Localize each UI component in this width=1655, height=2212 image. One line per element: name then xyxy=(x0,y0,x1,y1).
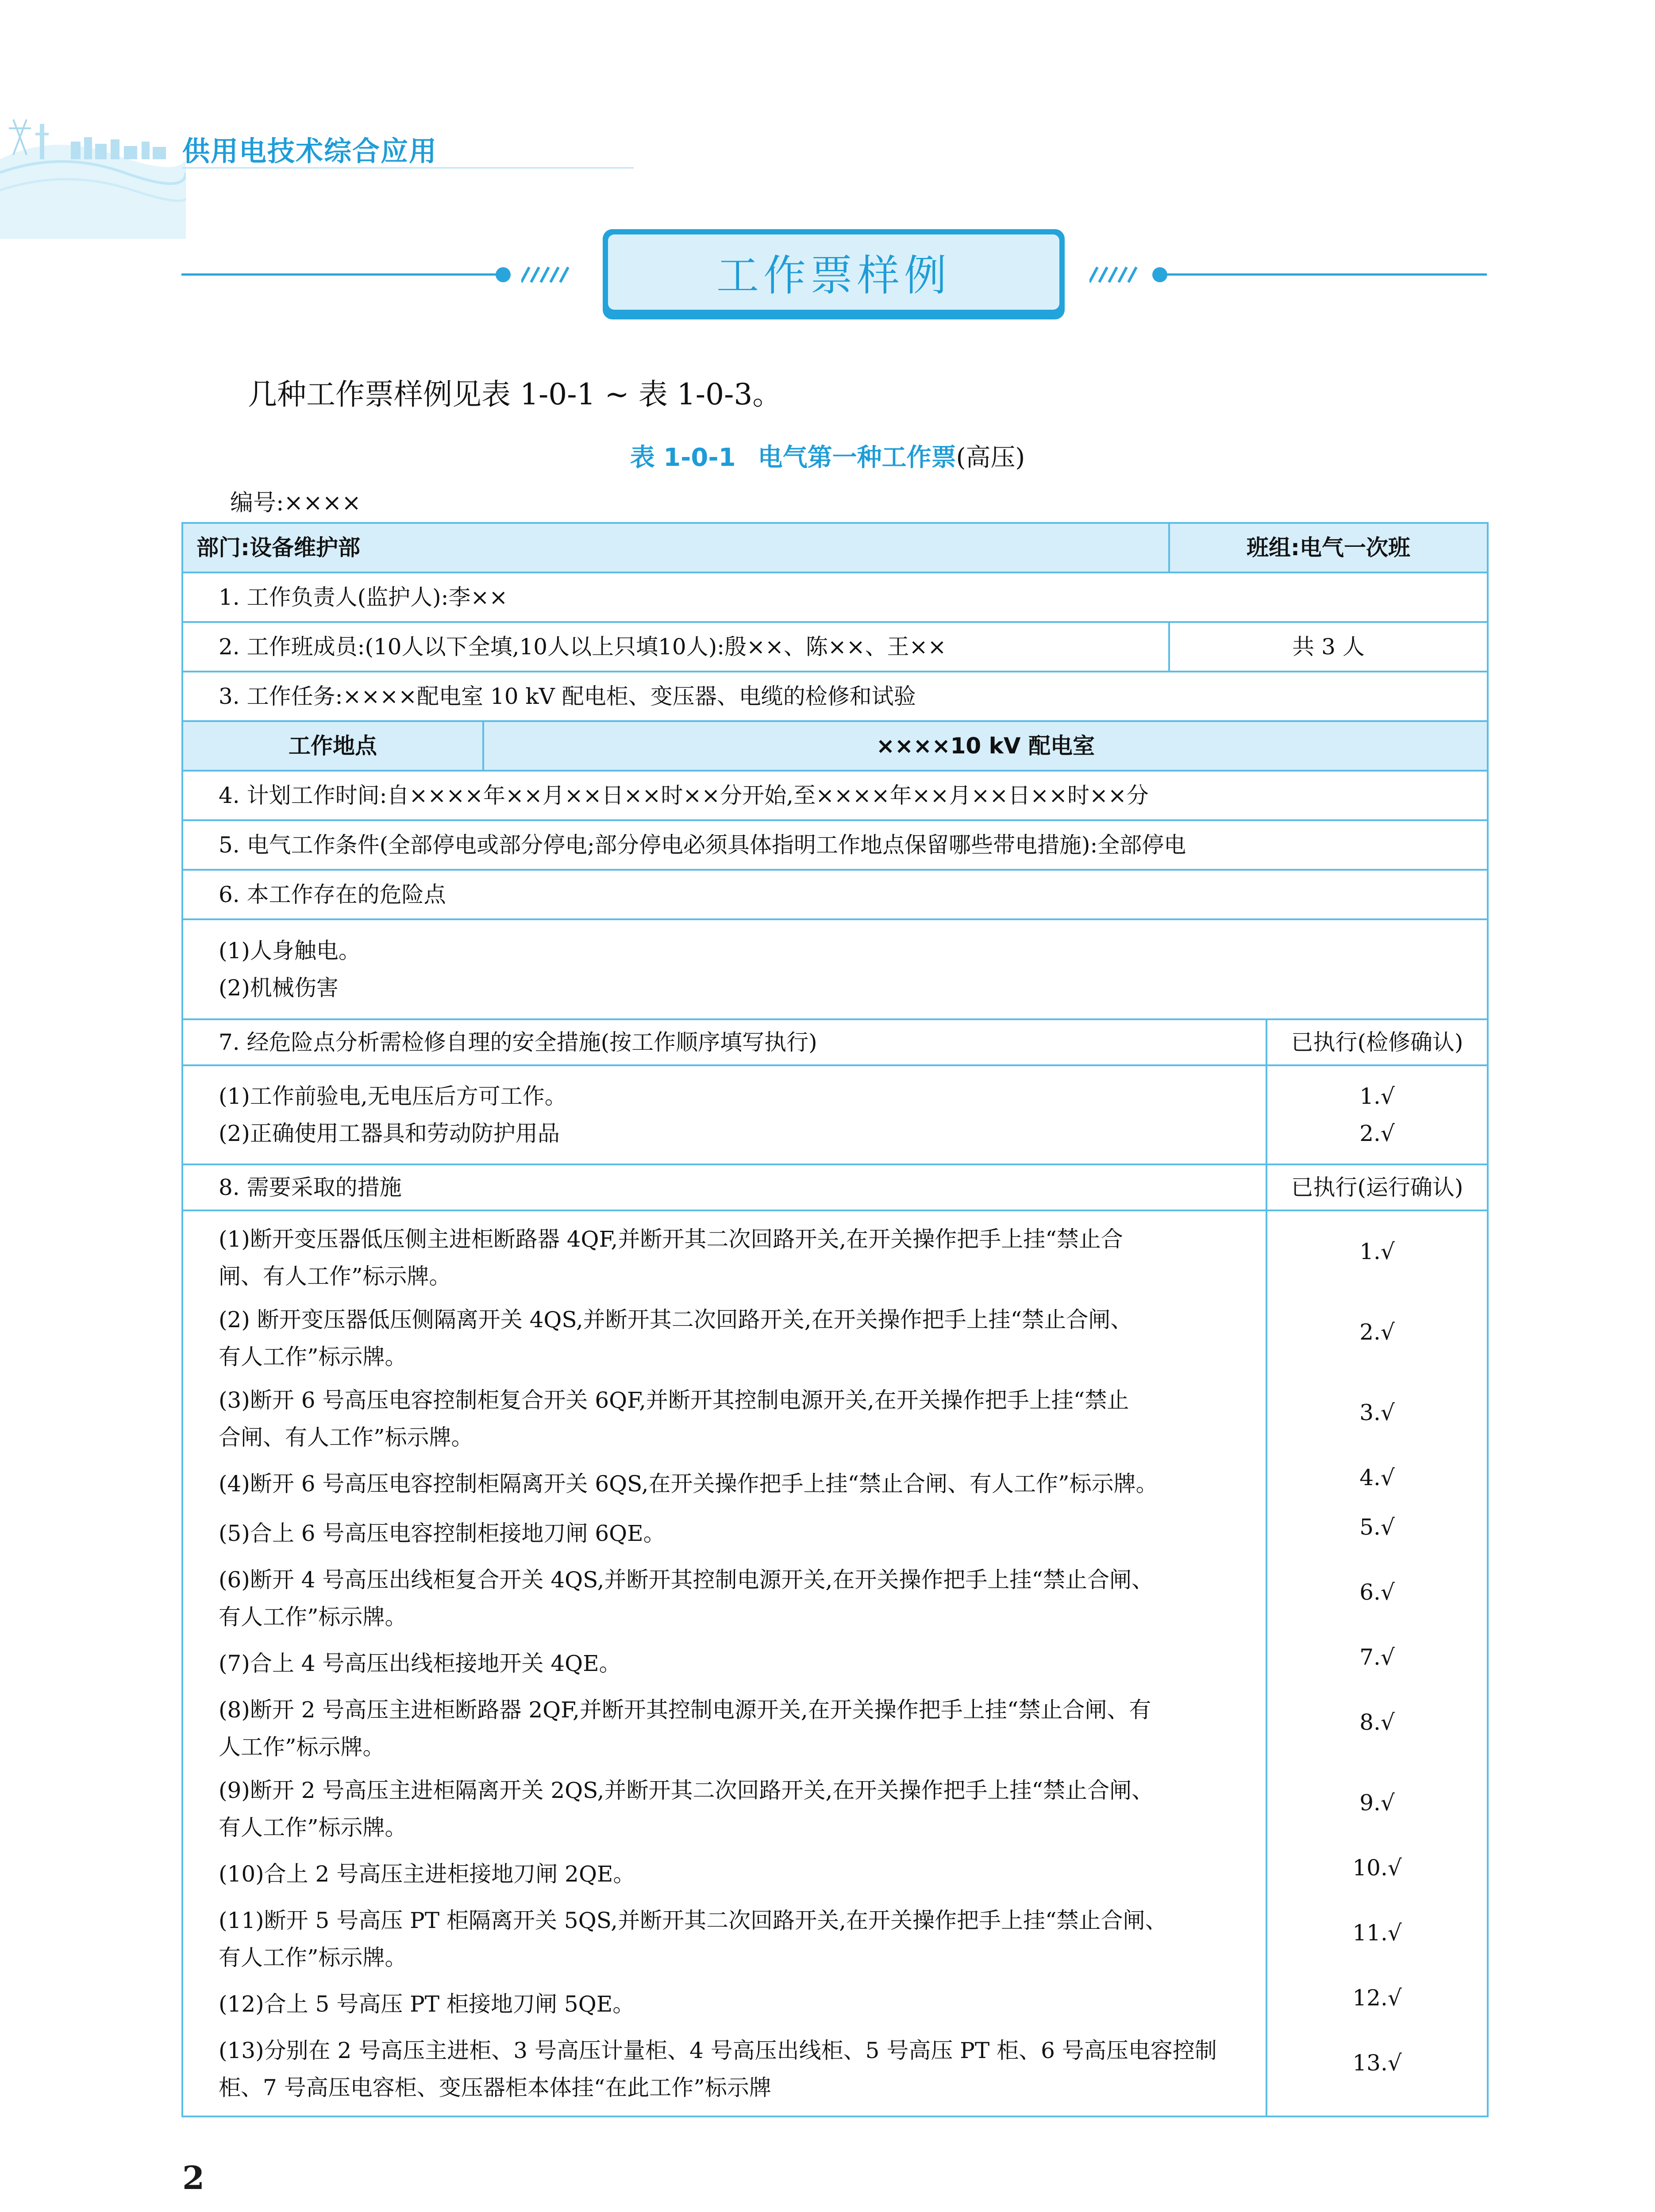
location-label-cell: 工作地点 xyxy=(182,721,483,771)
measure-check-mark: 5.√ xyxy=(1359,1514,1395,1540)
hazards-cell xyxy=(182,919,1488,1019)
measure-item xyxy=(219,1899,1252,1979)
plan-time-cell: 4. 计划工作时间:自××××年××月××日××时××分开始,至××××年××月××日××时××分 xyxy=(182,771,1488,820)
banner-hatch-left xyxy=(521,266,574,283)
measure-line: (7)合上 4 号高压出线柜接地开关 4QE。 xyxy=(219,1651,621,1676)
table-row xyxy=(182,523,1488,572)
intro-paragraph: 几种工作票样例见表 1-0-1 ~ 表 1-0-3。 xyxy=(248,377,782,411)
table-row xyxy=(182,820,1488,870)
measure-check-mark: 12.√ xyxy=(1352,1985,1402,2011)
measure-line: (3)断开 6 号高压电容控制柜复合开关 6QF,并断开其控制电源开关,在开关操作把手上挂“禁止 xyxy=(219,1387,1129,1413)
table-caption-number: 表 1-0-1 xyxy=(630,443,736,472)
measure-item xyxy=(219,1639,1252,1688)
self-check-mark: 2.√ xyxy=(1359,1121,1395,1146)
measure-check-mark: 8.√ xyxy=(1359,1709,1395,1735)
self-checks-cell xyxy=(1266,1065,1488,1164)
task-cell: 3. 工作任务:××××配电室 10 kV 配电柜、变压器、电缆的检修和试验 xyxy=(182,672,1488,721)
table-row xyxy=(182,672,1488,721)
measure-item xyxy=(219,1558,1252,1639)
measure-line: 柜、7 号高压电容柜、变压器柜本体挂“在此工作”标示牌 xyxy=(219,2075,771,2101)
book-title: 供用电技术综合应用 xyxy=(182,135,438,167)
measures-list-cell xyxy=(182,1210,1266,2116)
measure-line: (2) 断开变压器低压侧隔离开关 4QS,并断开其二次回路开关,在开关操作把手上挂“禁止合闸、 xyxy=(219,1307,1133,1333)
self-measures-title-cell: 7. 经危险点分析需检修自理的安全措施(按工作顺序填写执行) xyxy=(182,1019,1266,1065)
banner-line-left xyxy=(181,273,509,276)
table-row xyxy=(182,870,1488,919)
members-cell: 2. 工作班成员:(10人以下全填,10人以上只填10人):殷××、陈××、王×× xyxy=(182,622,1169,672)
measure-item xyxy=(219,1509,1252,1558)
measure-check-mark: 9.√ xyxy=(1359,1790,1395,1816)
measure-item xyxy=(219,1769,1252,1849)
table-caption-suffix: (高压) xyxy=(956,443,1025,472)
measures-list xyxy=(219,1217,1252,2109)
header-skyline-decoration xyxy=(0,106,186,239)
measure-line: (5)合上 6 号高压电容控制柜接地刀闸 6QE。 xyxy=(219,1521,666,1546)
measure-check-mark: 7.√ xyxy=(1359,1644,1395,1670)
work-ticket-table xyxy=(181,522,1489,2117)
measure-line: (13)分别在 2 号高压主进柜、3 号高压计量柜、4 号高压出线柜、5 号高压 PT 柜、6 号高压电容控制 xyxy=(219,2038,1217,2063)
measure-line: (8)断开 2 号高压主进柜断路器 2QF,并断开其控制电源开关,在开关操作把手上挂“禁止合闸、有 xyxy=(219,1697,1151,1723)
self-measure-item: (2)正确使用工器具和劳动防护用品 xyxy=(219,1121,560,1146)
measure-item xyxy=(219,1298,1252,1379)
header-underline xyxy=(182,167,634,169)
measure-line: (4)断开 6 号高压电容控制柜隔离开关 6QS,在开关操作把手上挂“禁止合闸、有人工作”标示牌。 xyxy=(219,1471,1158,1497)
measure-check-mark: 6.√ xyxy=(1359,1579,1395,1605)
table-caption xyxy=(0,438,1655,473)
hazard-item: (1)人身触电。 xyxy=(219,938,361,964)
table-row xyxy=(182,721,1488,771)
measure-line: 合闸、有人工作”标示牌。 xyxy=(219,1425,473,1450)
measure-line: (11)断开 5 号高压 PT 柜隔离开关 5QS,并断开其二次回路开关,在开关操作把手上挂“禁止合闸、 xyxy=(219,1908,1167,1933)
self-measures-cell xyxy=(182,1065,1266,1164)
banner-hatch-right xyxy=(1089,266,1143,283)
measure-line: (9)断开 2 号高压主进柜隔离开关 2QS,并断开其二次回路开关,在开关操作把手上挂“禁止合闸、 xyxy=(219,1778,1154,1803)
measure-check-mark: 2.√ xyxy=(1359,1319,1395,1345)
measure-item xyxy=(219,1688,1252,1769)
measure-check-mark: 13.√ xyxy=(1352,2050,1402,2076)
hazards-title-cell: 6. 本工作存在的危险点 xyxy=(182,870,1488,919)
measure-line: (1)断开变压器低压侧主进柜断路器 4QF,并断开其二次回路开关,在开关操作把手上挂“禁止合 xyxy=(219,1226,1123,1252)
table-row xyxy=(182,771,1488,820)
self-check-mark: 1.√ xyxy=(1359,1083,1395,1109)
measure-line: 有人工作”标示牌。 xyxy=(219,1344,407,1370)
measure-item xyxy=(219,1459,1252,1509)
measures-title-cell: 8. 需要采取的措施 xyxy=(182,1164,1266,1210)
table-row xyxy=(182,1019,1488,1065)
section-title: 工作票样例 xyxy=(608,234,1059,310)
banner-dot-right xyxy=(1152,267,1167,282)
measure-line: 闸、有人工作”标示牌。 xyxy=(219,1263,451,1289)
team-cell: 班组:电气一次班 xyxy=(1169,523,1488,572)
table-caption-title: 电气第一种工作票 xyxy=(758,443,956,472)
measure-line: (10)合上 2 号高压主进柜接地刀闸 2QE。 xyxy=(219,1861,635,1887)
hazard-item: (2)机械伤害 xyxy=(219,975,339,1001)
member-count-cell: 共 3 人 xyxy=(1169,622,1488,672)
measure-item xyxy=(219,1849,1252,1899)
measures-checks-list xyxy=(1267,1211,1487,2103)
banner-dot-left xyxy=(496,267,511,282)
measure-check-mark: 1.√ xyxy=(1359,1239,1395,1264)
measure-line: (12)合上 5 号高压 PT 柜接地刀闸 5QE。 xyxy=(219,1991,635,2017)
measure-line: 人工作”标示牌。 xyxy=(219,1734,385,1760)
measure-check-mark: 11.√ xyxy=(1352,1920,1402,1946)
measure-item xyxy=(219,1979,1252,2029)
measure-line: 有人工作”标示牌。 xyxy=(219,1604,407,1630)
table-row xyxy=(182,1065,1488,1164)
table-row xyxy=(182,919,1488,1019)
measure-check-mark: 3.√ xyxy=(1359,1400,1395,1425)
page-number: 2 xyxy=(182,2159,205,2197)
measure-line: (6)断开 4 号高压出线柜复合开关 4QS,并断开其控制电源开关,在开关操作把手上挂“禁止合闸、 xyxy=(219,1567,1154,1593)
self-measures-confirm-cell: 已执行(检修确认) xyxy=(1266,1019,1488,1065)
location-value-cell: ××××10 kV 配电室 xyxy=(483,721,1488,771)
measure-check-mark: 10.√ xyxy=(1352,1855,1402,1881)
measures-checks-cell xyxy=(1266,1210,1488,2116)
self-measure-item: (1)工作前验电,无电压后方可工作。 xyxy=(219,1083,567,1109)
measures-confirm-cell: 已执行(运行确认) xyxy=(1266,1164,1488,1210)
measure-check-mark: 4.√ xyxy=(1359,1465,1395,1490)
dept-cell: 部门:设备维护部 xyxy=(182,523,1169,572)
measure-line: 有人工作”标示牌。 xyxy=(219,1815,407,1840)
measure-item xyxy=(219,1379,1252,1459)
measure-line: 有人工作”标示牌。 xyxy=(219,1945,407,1970)
table-row xyxy=(182,622,1488,672)
table-row xyxy=(182,1164,1488,1210)
table-row xyxy=(182,572,1488,622)
measure-item xyxy=(219,2029,1252,2109)
conditions-cell: 5. 电气工作条件(全部停电或部分停电;部分停电必须具体指明工作地点保留哪些带电措施):全部停电 xyxy=(182,820,1488,870)
banner-line-right xyxy=(1166,273,1487,276)
leader-cell: 1. 工作负责人(监护人):李×× xyxy=(182,572,1488,622)
measure-item xyxy=(219,1217,1252,1298)
table-row xyxy=(182,1210,1488,2116)
ticket-serial-number: 编号:×××× xyxy=(230,490,361,516)
